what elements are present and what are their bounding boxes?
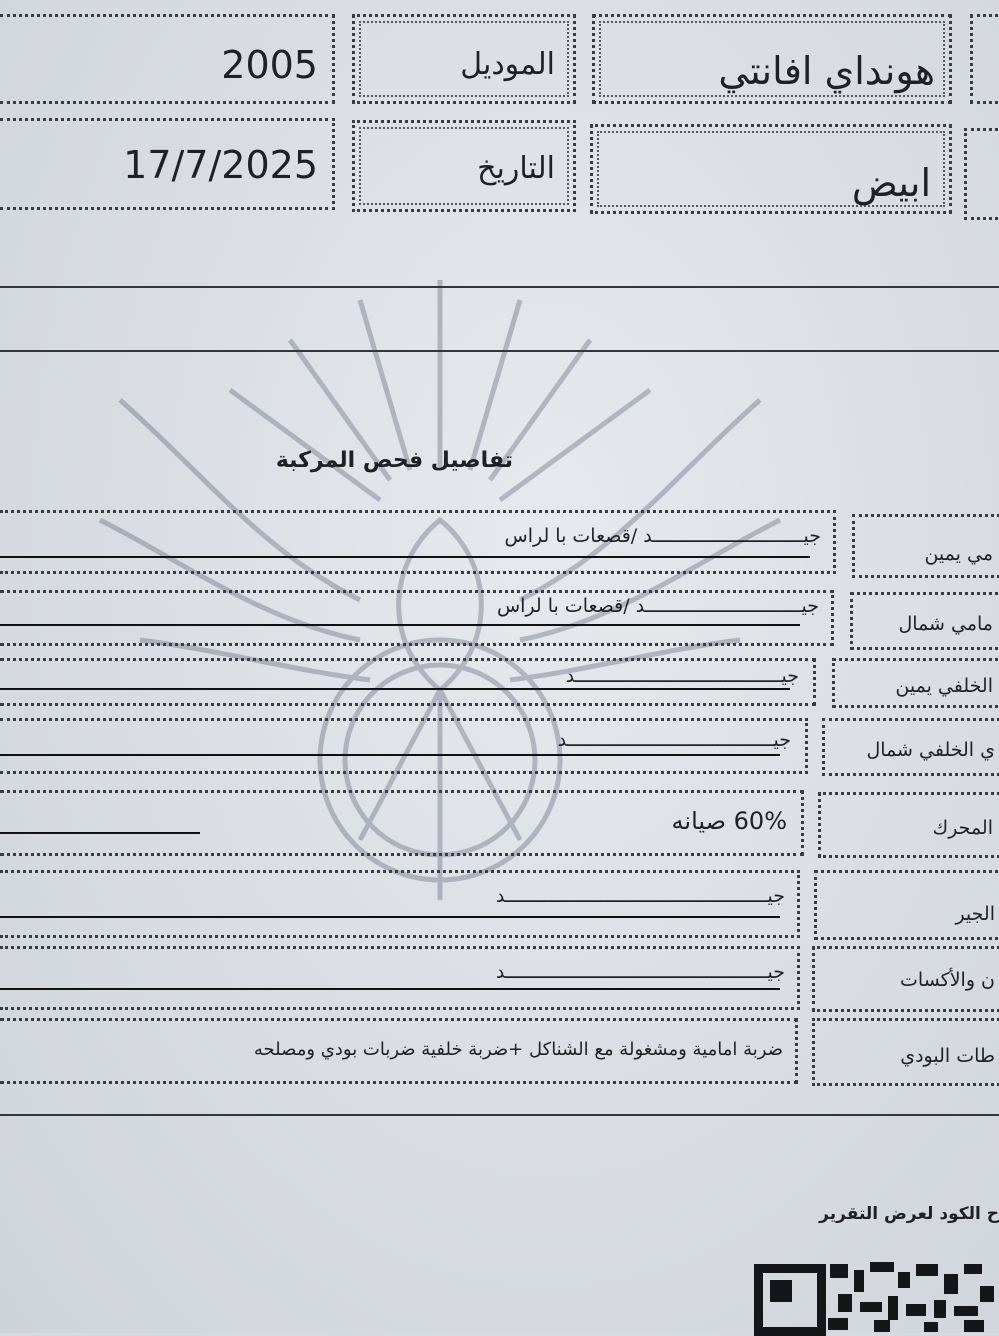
inspection-value: جيــــــــــــــــــــــــــــد /قصعات با لراس [496, 595, 819, 617]
inspection-value: 60% صيانه [671, 807, 787, 835]
date-label-box [352, 120, 576, 212]
table-row-label [812, 946, 999, 1012]
corner-box-2 [964, 128, 999, 220]
car-name-box [592, 14, 952, 104]
inspection-value: جيـــــــــــــــــــــــــــد /قصعات با لراس [504, 525, 821, 547]
table-row [0, 590, 834, 646]
table-row [0, 870, 800, 938]
color-value: ابيض [851, 161, 931, 205]
model-label-box [352, 14, 576, 104]
table-row-label [812, 1018, 999, 1086]
date-value-box [0, 118, 335, 210]
underline [0, 688, 790, 690]
underline [0, 916, 780, 918]
underline [0, 556, 810, 558]
separator-line [0, 286, 999, 288]
table-row-label [814, 870, 999, 940]
date-label: التاريخ [477, 151, 555, 186]
table-row-label [818, 792, 999, 858]
underline [0, 988, 780, 990]
inspection-label: مي يمين [924, 543, 993, 565]
table-row [0, 658, 816, 706]
color-value-box [590, 124, 952, 214]
separator-line [0, 1114, 999, 1116]
table-row [0, 1018, 798, 1084]
inspection-value: جيـــــــــــــــــــــــــــــــــــــــــــــــد [495, 885, 785, 907]
section-title: تفاصيل فحص المركبة [275, 448, 513, 473]
inspection-label: ن والأكسات [900, 969, 995, 991]
model-value-box [0, 14, 335, 104]
inspection-label: الخلفي يمين [895, 675, 993, 697]
table-row [0, 790, 804, 856]
table-row-label [832, 658, 999, 708]
table-row-label [822, 718, 999, 776]
underline [0, 624, 800, 626]
inspection-label: طات البودي [900, 1045, 995, 1067]
corner-box-1 [970, 14, 999, 104]
underline [0, 754, 780, 756]
inspection-value: ضربة امامية ومشغولة مع الشناكل +ضربة خلفية ضربات بودي ومصلحه [253, 1039, 783, 1060]
inspection-value: جيـــــــــــــــــــــــــــــــــــــد [565, 665, 799, 687]
table-row-label [852, 514, 999, 578]
inspection-value: جيـــــــــــــــــــــــــــــــــــــد [557, 729, 791, 751]
table-row [0, 510, 836, 574]
inspection-label: الجير [955, 903, 995, 925]
model-label: الموديل [460, 47, 555, 82]
footer-text: ح الكود لعرض التقرير [819, 1204, 999, 1224]
table-row [0, 946, 800, 1010]
table-row-label [850, 592, 999, 650]
table-row [0, 718, 808, 774]
qr-code[interactable] [748, 1258, 999, 1333]
separator-line [0, 350, 999, 352]
inspection-label: مامي شمال [898, 613, 993, 635]
car-name: هونداي افانتي [718, 49, 935, 93]
inspection-label: المحرك [932, 817, 993, 839]
date-value: 17/7/2025 [123, 143, 318, 187]
model-value: 2005 [221, 43, 318, 87]
inspection-label: ي الخلفي شمال [866, 739, 995, 761]
underline [0, 832, 200, 834]
inspection-value: جيـــــــــــــــــــــــــــــــــــــــــــــــد [495, 961, 785, 983]
